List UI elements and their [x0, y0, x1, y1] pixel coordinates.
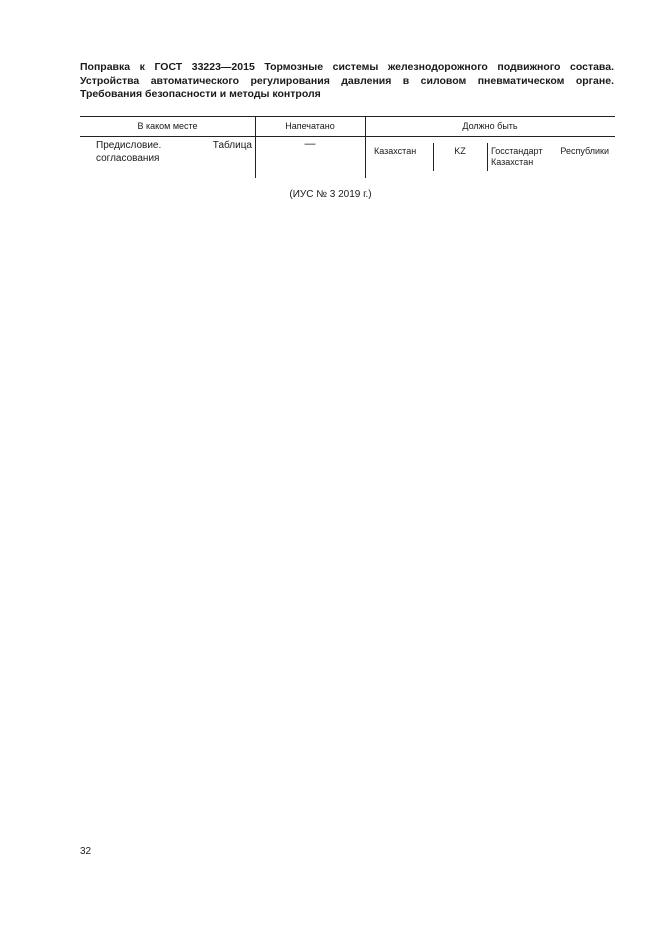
subcolumn-divider [487, 143, 488, 171]
correction-table [80, 116, 615, 178]
cell-country: Казахстан [374, 146, 417, 156]
cell-where: Предисловие. Таблица согласования [96, 140, 252, 164]
cell-agency: Госстандарт Республики Казахстан [491, 146, 609, 167]
cell-printed: — [304, 138, 316, 150]
cell-country-code: KZ [454, 146, 466, 156]
source-reference: (ИУС № 3 2019 г.) [289, 189, 372, 200]
header-printed: Напечатано [285, 121, 335, 131]
page-number: 32 [80, 846, 92, 857]
table-top-border [80, 116, 615, 117]
table-header-divider [80, 136, 615, 137]
header-where: В каком месте [137, 121, 198, 131]
document-title: Поправка к ГОСТ 33223—2015 Тормозные системы железнодорожного подвижного состава. Устройства автоматического регулирования давления в силовом пневматическом органе. Требования безопасности и методы контроля [80, 61, 614, 100]
header-should-be: Должно быть [462, 121, 518, 131]
